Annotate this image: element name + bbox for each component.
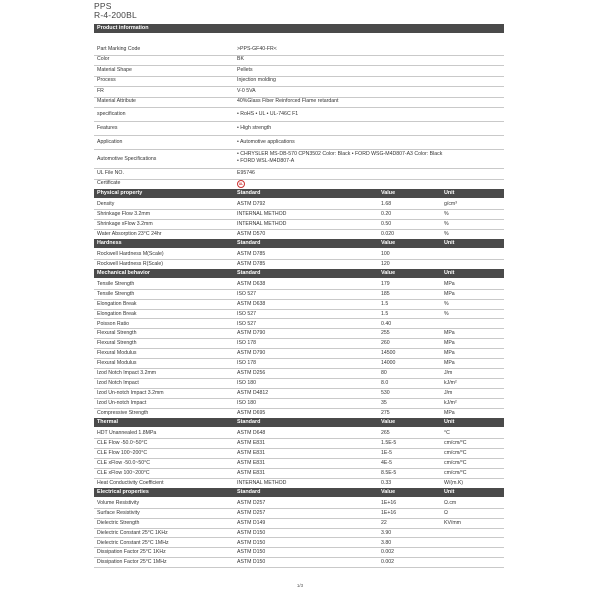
product-info-row	[94, 121, 504, 136]
property-value: • Automotive applications	[237, 138, 295, 145]
property-value: Pellets	[237, 66, 253, 73]
property-label: Part Marking Code	[97, 45, 141, 52]
standard-cell: ASTM D257	[237, 509, 266, 516]
property-cell: Tensile Strength	[97, 280, 135, 287]
property-cell: Volume Resistivity	[97, 499, 140, 506]
value-cell: 3.80	[381, 539, 392, 546]
property-label: Certificate	[97, 180, 121, 187]
standard-cell: ASTM D150	[237, 549, 266, 556]
property-cell: Izod Notch Impact	[97, 380, 139, 387]
property-value: V-0 5VA	[237, 87, 256, 94]
property-cell: Izod Notch Impact 3.2mm	[97, 370, 157, 377]
standard-cell: ASTM D257	[237, 499, 266, 506]
standard-cell: ISO 527	[237, 290, 257, 297]
value-cell: 35	[381, 400, 387, 407]
property-value: 40%Glass Fiber Reinforced Flame retardant	[237, 98, 339, 105]
property-cell: Compressive Strength	[97, 410, 149, 417]
standard-cell: ASTM D695	[237, 410, 266, 417]
unit-cell: W/(m.K)	[444, 479, 464, 486]
unit-cell: cm/cm/°C	[444, 459, 467, 466]
value-cell: 0.33	[381, 479, 392, 486]
value-cell: 255	[381, 330, 390, 337]
standard-cell: ASTM D149	[237, 519, 266, 526]
unit-cell: MPa	[444, 360, 455, 367]
table-row	[94, 557, 504, 568]
column-header-standard: Standard	[237, 269, 261, 276]
column-header-unit: Unit	[444, 419, 455, 425]
section-title: Thermal	[97, 419, 118, 425]
property-value: Injection molding	[237, 77, 276, 84]
standard-cell: ISO 180	[237, 380, 257, 387]
standard-cell: ASTM D150	[237, 539, 266, 546]
value-cell: 100	[381, 250, 390, 257]
unit-cell: MPa	[444, 340, 455, 347]
standard-cell: ISO 178	[237, 360, 257, 367]
unit-cell: Ω	[444, 509, 448, 516]
product-info-row	[94, 107, 504, 122]
value-cell: 0.20	[381, 210, 392, 217]
section-header	[94, 239, 504, 248]
section-header	[94, 488, 504, 497]
property-cell: Poisson Ratio	[97, 320, 130, 327]
section-header	[94, 269, 504, 278]
value-cell: 1.68	[381, 201, 392, 207]
property-cell: Shrinkage xFlow 3.2mm	[97, 220, 153, 227]
standard-cell: ASTM D570	[237, 230, 266, 237]
property-cell: Rockwell Hardness R(Scale)	[97, 260, 164, 267]
standard-cell: INTERNAL METHOD	[237, 220, 287, 227]
property-cell: Dielectric Constant 25°C 1KHz	[97, 529, 168, 536]
property-label: specification	[97, 110, 126, 117]
property-cell: Elongation Break	[97, 300, 137, 307]
unit-cell: MPa	[444, 410, 455, 417]
value-cell: 1E+16	[381, 509, 397, 516]
property-value: BK	[237, 56, 244, 63]
unit-cell: g/cm³	[444, 201, 457, 207]
standard-cell: ASTM D648	[237, 430, 266, 436]
property-cell: Water Absorption 23°C 24hr	[97, 230, 162, 237]
column-header-standard: Standard	[237, 419, 261, 425]
standard-cell: ASTM D4812	[237, 390, 269, 397]
property-label: Application	[97, 138, 123, 145]
property-label: Material Shape	[97, 66, 132, 73]
column-header-value: Value	[381, 269, 396, 276]
unit-cell: Ω.cm	[444, 499, 457, 506]
value-cell: 0.002	[381, 559, 394, 566]
property-cell: Dissipation Factor 25°C 1MHz	[97, 559, 167, 566]
value-cell: 0.40	[381, 320, 392, 327]
standard-cell: ASTM E831	[237, 439, 265, 446]
property-value: >PPS-GF40-FR<	[237, 45, 277, 52]
product-info-row	[94, 135, 504, 150]
unit-cell: %	[444, 310, 449, 317]
property-cell: Flexural Strength	[97, 340, 137, 347]
property-cell: Elongation Break	[97, 310, 137, 317]
value-cell: 179	[381, 280, 390, 287]
property-label: Color	[97, 56, 110, 63]
value-cell: 8.5E-5	[381, 469, 397, 476]
column-header-unit: Unit	[444, 488, 455, 495]
value-cell: 0.50	[381, 220, 392, 227]
property-label: Process	[97, 77, 116, 84]
property-label: FR	[97, 87, 104, 94]
property-cell: Izod Un-notch Impact	[97, 400, 147, 407]
property-value: • High strength	[237, 124, 272, 131]
unit-cell: %	[444, 210, 449, 217]
unit-cell: %	[444, 300, 449, 307]
unit-cell: cm/cm/°C	[444, 449, 467, 456]
property-cell: CLE xFlow 100~200°C	[97, 469, 150, 476]
standard-cell: INTERNAL METHOD	[237, 210, 287, 217]
value-cell: 120	[381, 260, 390, 267]
standard-cell: ASTM D785	[237, 260, 266, 267]
column-header-value: Value	[381, 488, 396, 495]
standard-cell: ASTM D150	[237, 559, 266, 566]
value-cell: 80	[381, 370, 387, 377]
unit-cell: MPa	[444, 290, 455, 297]
product-info-header	[94, 24, 504, 33]
column-header-value: Value	[381, 419, 396, 425]
unit-cell: cm/cm/°C	[444, 469, 467, 476]
property-label: Material Attribute	[97, 98, 136, 105]
property-label: Features	[97, 124, 118, 131]
value-cell: 185	[381, 290, 390, 297]
value-cell: 1.5	[381, 300, 389, 307]
standard-cell: ASTM D638	[237, 300, 266, 307]
value-cell: 8.0	[381, 380, 389, 387]
standard-cell: ASTM E831	[237, 459, 265, 466]
section-header	[94, 189, 504, 198]
standard-cell: ASTM D150	[237, 529, 266, 536]
value-cell: 4E-5	[381, 459, 392, 466]
standard-cell: ASTM D256	[237, 370, 266, 377]
property-cell: HDT Unannealed 1.8MPa	[97, 430, 157, 436]
unit-cell: MPa	[444, 280, 455, 287]
property-cell: Flexural Modulus	[97, 350, 137, 357]
column-header-value: Value	[381, 190, 396, 196]
standard-cell: ISO 527	[237, 310, 257, 317]
value-cell: 22	[381, 519, 387, 526]
property-cell: Tensile Strength	[97, 290, 135, 297]
property-cell: CLE Flow -50.0~50°C	[97, 439, 148, 446]
property-value: E95746	[237, 169, 255, 176]
unit-cell: %	[444, 220, 449, 227]
unit-cell: J/m	[444, 370, 453, 377]
column-header-value: Value	[381, 239, 396, 246]
unit-cell: MPa	[444, 350, 455, 357]
standard-cell: ISO 180	[237, 400, 257, 407]
section-title: Physical property	[97, 190, 143, 196]
unit-cell: MPa	[444, 330, 455, 337]
material-title: PPS	[94, 1, 112, 11]
standard-cell: ASTM E831	[237, 469, 265, 476]
unit-cell: KV/mm	[444, 519, 462, 526]
column-header-standard: Standard	[237, 190, 261, 196]
property-label: Automotive Specifications	[97, 155, 157, 162]
value-cell: 0.020	[381, 230, 394, 237]
standard-cell: ASTM E831	[237, 449, 265, 456]
property-cell: Izod Un-notch Impact 3.2mm	[97, 390, 164, 397]
value-cell: 265	[381, 430, 390, 436]
column-header-unit: Unit	[444, 239, 455, 246]
property-cell: Flexural Strength	[97, 330, 137, 337]
standard-cell: ASTM D790	[237, 350, 266, 357]
product-info-row	[94, 149, 504, 169]
property-label: UL File NO.	[97, 169, 124, 176]
value-cell: 14500	[381, 350, 396, 357]
standard-cell: ISO 178	[237, 340, 257, 347]
property-cell: Dielectric Constant 25°C 1MHz	[97, 539, 169, 546]
standard-cell: ASTM D792	[237, 201, 266, 207]
page-number: 1/3	[296, 583, 304, 588]
property-value: • RoHS • UL • UL-746C F1	[237, 110, 299, 117]
value-cell: 1E-5	[381, 449, 392, 456]
column-header-unit: Unit	[444, 269, 455, 276]
section-title: Product information	[97, 25, 149, 31]
value-cell: 14000	[381, 360, 396, 367]
property-cell: Surface Resistivity	[97, 509, 140, 516]
property-cell: CLE Flow 100~200°C	[97, 449, 148, 456]
section-title: Hardness	[97, 239, 122, 246]
unit-cell: %	[444, 230, 449, 237]
column-header-unit: Unit	[444, 190, 455, 196]
property-cell: CLE xFlow -50.0~50°C	[97, 459, 150, 466]
value-cell: 1.5	[381, 310, 389, 317]
standard-cell: ISO 527	[237, 320, 257, 327]
value-cell: 1.5E-5	[381, 439, 397, 446]
property-cell: Heat Conductivity Coefficient	[97, 479, 164, 486]
property-value: • CHRYSLER MS-DB-570 CPN3502 Color: Black • FORD WSG-M4D807-A3 Color: Black	[237, 151, 443, 157]
value-cell: 3.90	[381, 529, 392, 536]
standard-cell: INTERNAL METHOD	[237, 479, 287, 486]
column-header-standard: Standard	[237, 488, 261, 495]
standard-cell: ASTM D638	[237, 280, 266, 287]
standard-cell: ASTM D790	[237, 330, 266, 337]
document-header	[94, 2, 137, 20]
property-cell: Dissipation Factor 25°C 1KHz	[97, 549, 166, 556]
section-title: Mechanical behavior	[97, 269, 151, 276]
unit-cell: J/m	[444, 390, 453, 397]
unit-cell: kJ/m²	[444, 400, 457, 407]
column-header-standard: Standard	[237, 239, 261, 246]
unit-cell: °C	[444, 430, 450, 436]
property-cell: Density	[97, 201, 115, 207]
property-cell: Dielectric Strength	[97, 519, 140, 526]
property-cell: Shrinkage Flow 3.2mm	[97, 210, 151, 217]
section-title: Electrical properties	[97, 488, 149, 495]
unit-cell: kJ/m²	[444, 380, 457, 387]
grade-code: R-4-200BL	[94, 10, 137, 20]
unit-cell: cm/cm/°C	[444, 439, 467, 446]
property-cell: Rockwell Hardness M(Scale)	[97, 250, 164, 257]
property-value-continued: • FORD WSL-M4D807-A	[237, 158, 295, 164]
value-cell: 0.002	[381, 549, 394, 556]
standard-cell: ASTM D785	[237, 250, 266, 257]
value-cell: 530	[381, 390, 390, 397]
section-header	[94, 418, 504, 427]
value-cell: 1E+16	[381, 499, 397, 506]
ul-certification-icon: UL	[238, 181, 244, 186]
value-cell: 260	[381, 340, 390, 347]
property-cell: Flexural Modulus	[97, 360, 137, 367]
value-cell: 275	[381, 410, 390, 417]
